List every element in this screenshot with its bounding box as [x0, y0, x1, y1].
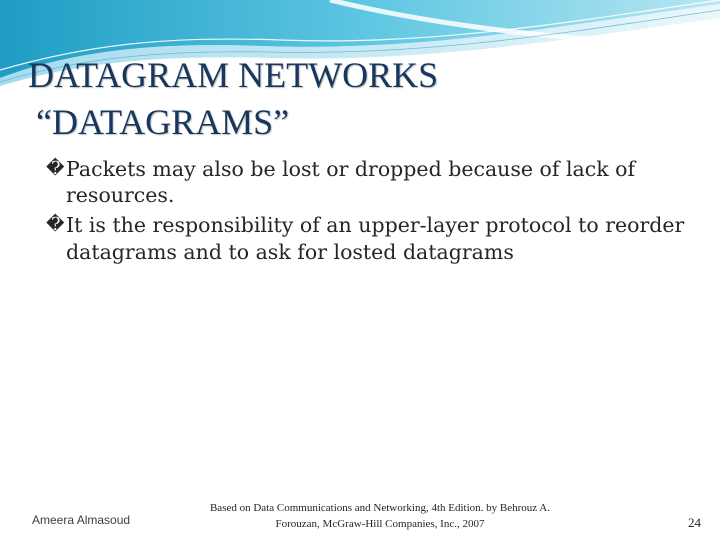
bullet-glyph-icon: � — [46, 214, 65, 236]
footer-author: Ameera Almasoud — [32, 513, 131, 527]
title-line-1: DATAGRAM NETWORKS — [28, 55, 439, 95]
bullet-list — [46, 156, 696, 269]
title-line-2: “DATAGRAMS” — [36, 101, 290, 142]
bullet-text: Packets may also be lost or dropped because of lack of resources. — [66, 157, 636, 208]
footer-source — [170, 501, 590, 533]
bullet-glyph-icon: � — [46, 158, 65, 179]
footer-source-line-2: Forouzan, McGraw-Hill Companies, Inc., 2007 — [275, 517, 485, 530]
page-number: 24 — [688, 515, 701, 530]
bullet-text: It is the responsibility of an upper-layer protocol to reorder datagrams and to ask for losted datagrams — [66, 213, 685, 264]
bullet-item — [46, 212, 696, 264]
bullet-item — [46, 156, 696, 208]
footer-source-line-1: Based on Data Communications and Networking, 4th Edition. by Behrouz A. — [209, 502, 551, 514]
slide-title — [28, 52, 688, 146]
